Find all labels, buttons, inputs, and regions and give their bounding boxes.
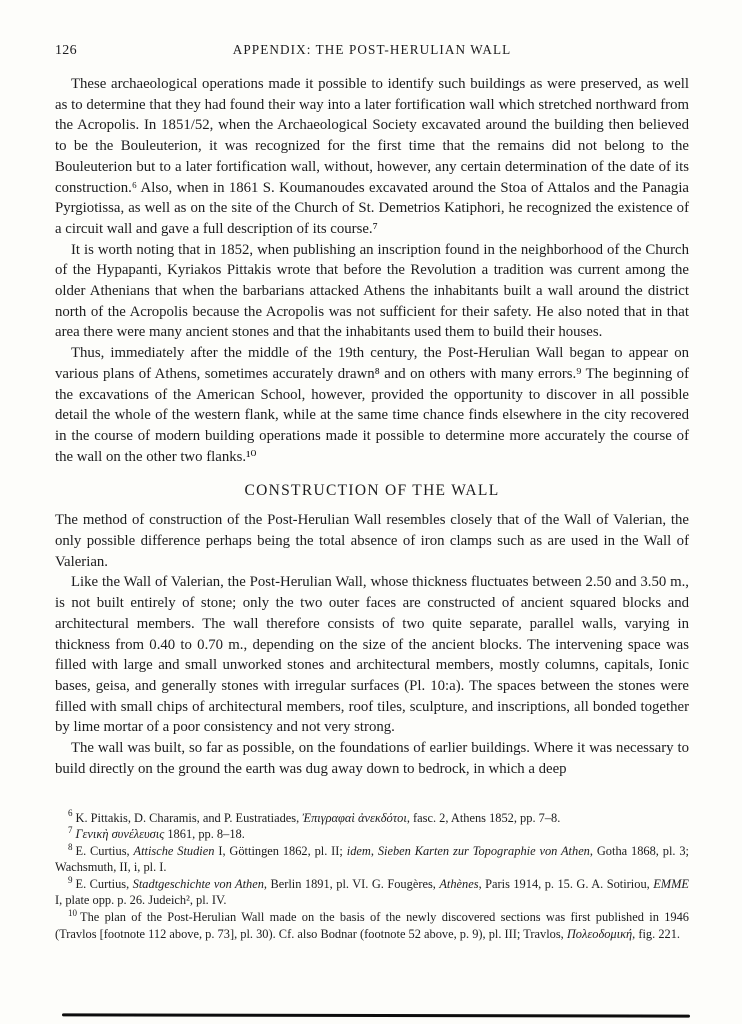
footnote-marker: 7 [68,824,73,835]
footnote-italic-title: idem [346,843,371,858]
running-head: APPENDIX: THE POST-HERULIAN WALL [232,42,512,57]
footnote-marker: 6 [68,808,73,819]
footnote-9 [55,876,689,909]
footnote-10 [55,909,689,942]
footnote-text-segment: I, Göttingen 1862, pl. II; [214,843,347,858]
footnote-7 [55,826,689,843]
footnote-6 [55,810,689,827]
footnote-text-segment: , Paris 1914, p. 15. G. A. Sotiriou, [478,876,654,891]
footnotes-section [55,810,689,943]
footnote-text-segment: E. Curtius, [75,843,134,858]
footnote-marker: 8 [68,841,73,852]
paragraph-6: The wall was built, so far as possible, on the foundations of earlier buildings. Where it was necessary to build directly on the ground the earth was dug away down to bedrock, in which a deep [55,740,689,777]
footnote-italic-title: Sieben Karten zur Topographie von Athen [377,843,590,858]
footnote-text-segment: The plan of the Post-Herulian Wall made on the basis of the newly discovered sections was first published in 1946 (Travlos [footnote 112 above, p. 73], pl. 30). Cf. also Bodnar (footnote 52 above, p. 9), pl. III; Travlos, [55,910,689,941]
footnote-text-segment: , fasc. 2, Athens 1852, pp. 7–8. [406,810,561,825]
footnote-8 [55,843,689,876]
footnote-italic-title: Athènes [439,876,479,891]
section-heading: CONSTRUCTION OF THE WALL [244,482,500,500]
footnote-italic-title: EMME [653,876,689,891]
footnote-text-segment: K. Pittakis, D. Charamis, and P. Eustratiades, [75,810,303,825]
footnote-marker: 9 [68,874,73,885]
paragraph-3: Thus, immediately after the middle of the 19th century, the Post-Herulian Wall began to appear on various plans of Athens, sometimes accurately drawn⁸ and on others with many errors.⁹ The beginning of the excavations of the American School, however, provided the opportunity to discover in all possible detail the whole of the western flank, while at the same time chance finds elsewhere in the city recovered in the course of modern building operations made it possible to determine more accurately the course of the wall on the other two flanks.¹⁰ [55,345,689,465]
paragraph-5: Like the Wall of Valerian, the Post-Herulian Wall, whose thickness fluctuates between 2.50 and 3.50 m., is not built entirely of stone; only the two outer faces are constructed of ancient squared blocks and architectural members. The wall therefore consists of two quite separate, parallel walls, varying in thickness from 0.40 to 0.70 m., depending on the size of the ancient blocks. The intervening space was filled with large and small unworked stones and architectural members, mostly columns, capitals, Ionic bases, geisa, and generally stones with irregular surfaces (Pl. 10:a). The spaces between the stones were filled with small chips of architectural members, roof tiles, sculpture, and inscriptions, all bonded together by lime mortar of a poor consistency and not very strong. [55,574,689,736]
footnote-text-segment: I, plate opp. p. 26. Judeich², pl. IV. [55,893,227,908]
footnote-italic-title: Πολεοδομική [566,926,633,941]
body-text [55,74,689,780]
page-header [55,42,689,62]
paragraph-2: It is worth noting that in 1852, when publishing an inscription found in the neighborhood of the Church of the Hypapanti, Kyriakos Pittakis wrote that before the Revolution a tradition was current among the older Athenians that when the barbarians attacked Athens the inhabitants built a wall around the district north of the Acropolis because the Acropolis was not sufficient for their safety. He also noted that in that area there were many ancient stones and that the inhabitants used them to build their houses. [55,241,689,341]
footnote-text-segment: E. Curtius, [75,876,133,891]
footnote-italic-title: Stadtgeschichte von Athen [132,876,264,891]
footnote-marker: 10 [68,907,77,918]
footnote-text-segment: , Gotha 1868, pl. 3; Wachsmuth, II, i, pl. I. [55,843,689,875]
page-content [55,42,689,942]
footnote-italic-title: Attische Studien [133,843,215,858]
footnote-italic-title: Γενικὴ συνέλευσις [75,827,165,842]
footnote-text-segment: , Berlin 1891, pl. VI. G. Fougères, [263,876,440,891]
paragraph-4: The method of construction of the Post-Herulian Wall resembles closely that of the Wall of Valerian, the only possible difference perhaps being the total absence of iron clamps such as are used in the Wall of Valerian. [55,512,689,570]
page-number: 126 [55,43,77,58]
footnote-italic-title: Ἐπιγραφαὶ ἀνεκδότοι [302,810,407,825]
paragraph-1: These archaeological operations made it possible to identify such buildings as were preserved, as well as to determine that they had found their way into a later fortification wall which stretched northward from the Acropolis. In 1851/52, when the Archaeological Society excavated around the building then believed to be the Bouleuterion, it was recognized for the first time that the remains did not belong to the Bouleuterion but to a later fortification wall, without, however, any certain determination of the date of its construction.⁶ Also, when in 1861 S. Koumanoudes excavated around the Stoa of Attalos and the Panagia Pyrgiotissa, as well as on the site of the Church of St. Demetrios Katiphori, he recognized the existence of a circuit wall and gave a full description of its course.⁷ [55,76,689,237]
scan-artifact-line [62,1013,690,1017]
footnote-text-segment: 1861, pp. 8–18. [164,827,245,842]
footnote-text-segment: , fig. 221. [632,926,681,941]
footnote-text-segment: , [370,843,378,858]
